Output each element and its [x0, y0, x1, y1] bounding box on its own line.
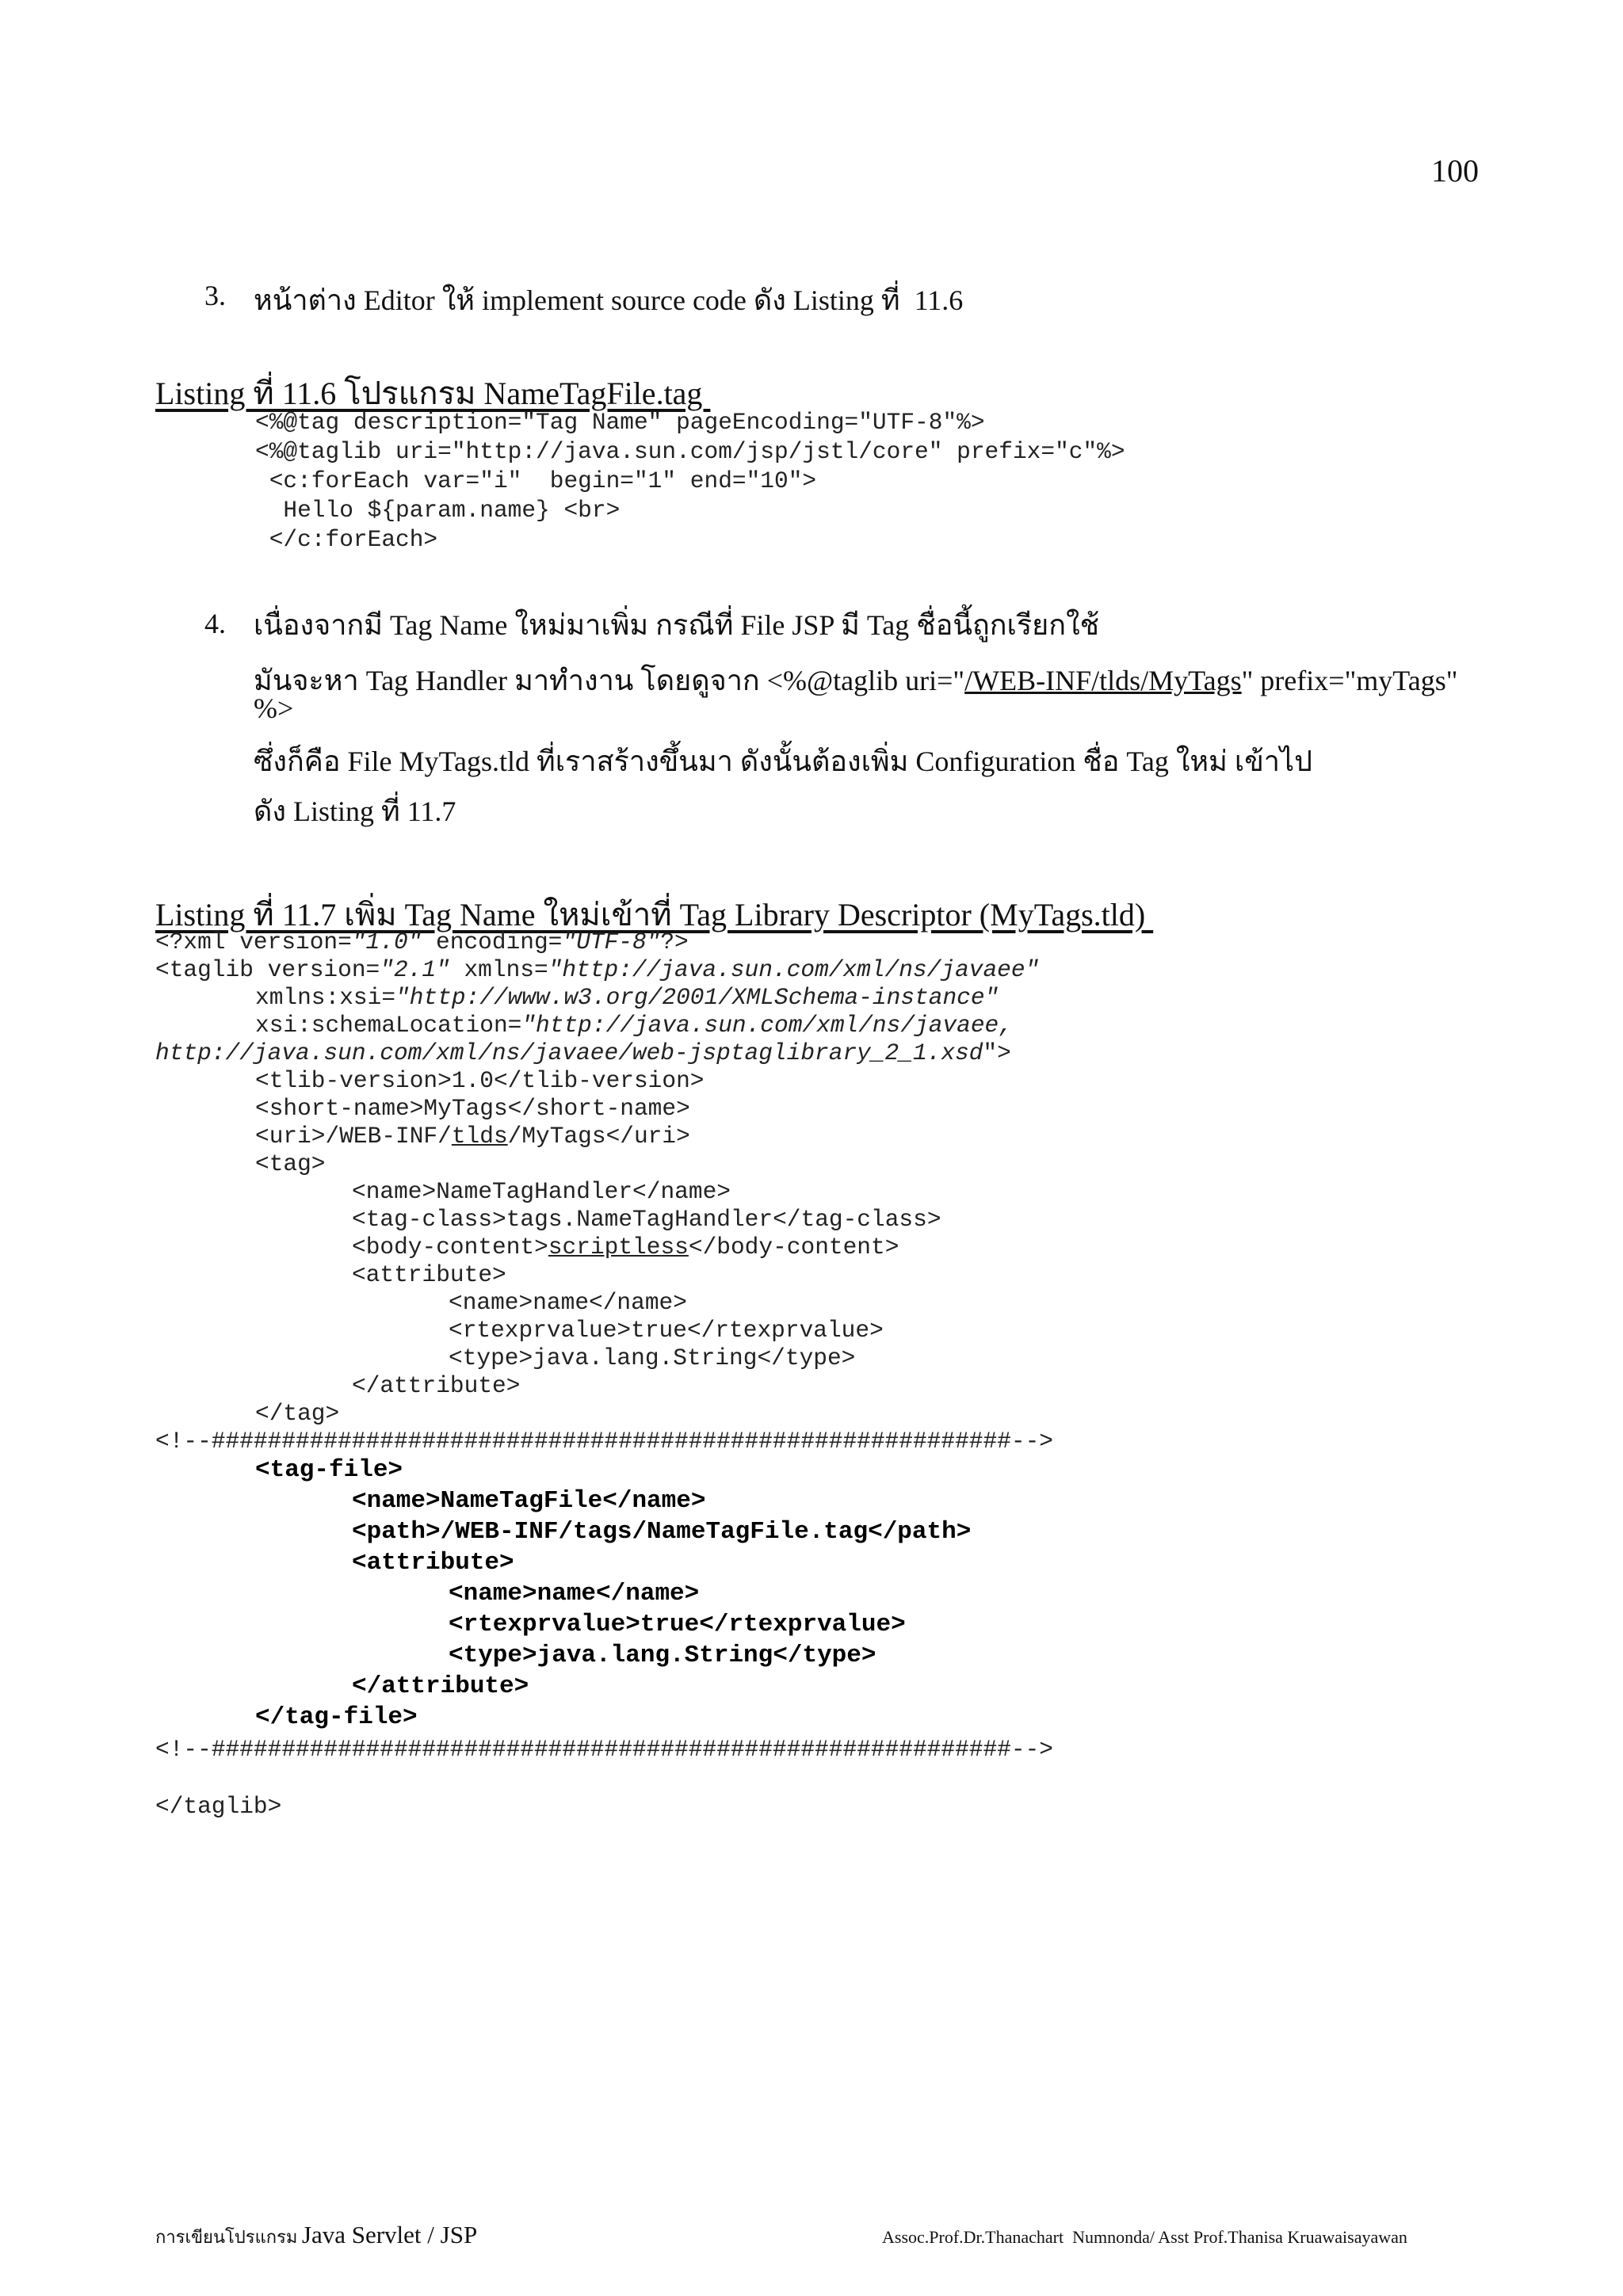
code-token: "http://java.sun.com/xml/ns/javaee,: [521, 1012, 1013, 1039]
step-3-text: หน้าต่าง Editor ให้ implement source code ดัง Listing ที่ 11.6: [254, 284, 964, 316]
code-line: <type>java.lang.String</type>: [449, 1344, 856, 1371]
code-line-bold: <tag-file>: [255, 1456, 403, 1484]
code-token: ?>: [660, 929, 689, 955]
code-line: [352, 1234, 899, 1261]
code-line: [155, 929, 689, 956]
code-line: <attribute>: [352, 1261, 506, 1288]
code-line: <rtexprvalue>true</rtexprvalue>: [449, 1317, 884, 1344]
code-token: <taglib version=: [155, 956, 380, 983]
step-4-number: 4.: [204, 608, 226, 639]
code-line: Hello ${param.name} <br>: [255, 497, 621, 524]
code-line-bold: <type>java.lang.String</type>: [449, 1642, 876, 1669]
code-line: [155, 956, 1039, 984]
code-line-bold: <rtexprvalue>true</rtexprvalue>: [449, 1611, 906, 1638]
footer-authors: Assoc.Prof.Dr.Thanachart Numnonda/ Asst Prof.Thanisa Kruawaisayawan: [882, 2227, 1407, 2247]
code-token: xmlns:xsi=: [255, 984, 396, 1011]
code-token: "1.0": [351, 929, 422, 955]
page-number: 100: [1431, 153, 1479, 189]
code-token: /MyTags</uri>: [507, 1123, 690, 1150]
step-4-line-4: ซึ่งก็คือ File MyTags.tld ที่เราสร้างขึ้นมา ดังนั้นต้องเพิ่ม Configuration ชื่อ Tag ใหม่ เข้าไป: [254, 746, 1312, 777]
code-token: "http://java.sun.com/xml/ns/javaee": [548, 956, 1040, 983]
code-line-bold: <path>/WEB-INF/tags/NameTagFile.tag</path>: [352, 1518, 972, 1546]
code-line: <short-name>MyTags</short-name>: [255, 1095, 690, 1122]
step-4-line-5: ดัง Listing ที่ 11.7: [254, 795, 456, 827]
code-token: <uri>/WEB-INF/: [255, 1123, 452, 1150]
code-line: </tag>: [255, 1400, 340, 1427]
code-line: </attribute>: [352, 1372, 521, 1399]
code-line-bold: <name>name</name>: [449, 1580, 700, 1608]
step-4-line-2: [254, 658, 1457, 703]
step-4-line-3: %>: [254, 692, 294, 724]
step-4-line-2-post: " prefix="myTags": [1241, 665, 1458, 696]
footer-left: [155, 2221, 477, 2251]
code-line: </c:forEach>: [255, 526, 438, 553]
code-token: "2.1": [380, 956, 450, 983]
code-line: <%@tag description="Tag Name" pageEncoding="UTF-8"%>: [255, 409, 985, 436]
code-line: <name>NameTagHandler</name>: [352, 1178, 731, 1205]
code-separator: <!--#########################################################-->: [155, 1428, 1053, 1455]
code-token: scriptless: [548, 1234, 689, 1261]
code-line: [255, 1123, 690, 1150]
code-line-bold: </tag-file>: [255, 1703, 418, 1731]
code-token: xsi:schemaLocation=: [255, 1012, 522, 1039]
code-line: [255, 1012, 1013, 1039]
code-token: <body-content>: [352, 1234, 548, 1261]
listing-11-6-title: Listing ที่ 11.6 โปรแกรม NameTagFile.tag: [155, 376, 711, 411]
code-token: http://java.sun.com/xml/ns/javaee/web-jsptaglibrary_2_1.xsd: [155, 1039, 983, 1066]
code-separator: <!--#########################################################-->: [155, 1736, 1053, 1763]
code-line: <tag>: [255, 1150, 326, 1177]
listing-11-7-title: Listing ที่ 11.7 เพิ่ม Tag Name ใหม่เข้าที่ Tag Library Descriptor (MyTags.tld): [155, 897, 1154, 933]
code-line: [155, 1039, 1011, 1067]
code-token: "UTF-8": [562, 929, 661, 955]
code-token: </body-content>: [688, 1234, 899, 1261]
step-4-line-1: เนื่องจากมี Tag Name ใหม่มาเพิ่ม กรณีที่ File JSP มี Tag ชื่อนี้ถูกเรียกใช้: [254, 609, 1100, 641]
code-line: <tlib-version>1.0</tlib-version>: [255, 1067, 705, 1094]
code-line: </taglib>: [155, 1793, 282, 1820]
code-token: ">: [983, 1039, 1011, 1066]
tld-uri-link: /WEB-INF/tlds/MyTags: [964, 665, 1242, 696]
code-line: <c:forEach var="i" begin="1" end="10">: [255, 467, 817, 494]
code-line: <tag-class>tags.NameTagHandler</tag-class>: [352, 1206, 941, 1233]
code-line-bold: <name>NameTagFile</name>: [352, 1487, 706, 1515]
code-token: xmlns=: [449, 956, 548, 983]
code-line: [255, 984, 999, 1012]
footer-left-thai: การเขียนโปรแกรม: [155, 2227, 302, 2247]
code-line: <name>name</name>: [449, 1289, 687, 1316]
code-line: <%@taglib uri="http://java.sun.com/jsp/jstl/core" prefix="c"%>: [255, 438, 1125, 465]
step-4-line-2-pre: มันจะหา Tag Handler มาทำงาน โดยดูจาก <%@taglib uri=": [254, 665, 965, 696]
code-line-bold: <attribute>: [352, 1549, 514, 1577]
code-token: encoding=: [422, 929, 563, 955]
code-token: "http://www.w3.org/2001/XMLSchema-instance": [395, 984, 999, 1011]
code-line-bold: </attribute>: [352, 1672, 529, 1700]
step-3-number: 3.: [204, 280, 226, 311]
code-token: tlds: [451, 1123, 508, 1150]
code-token: <?xml version=: [155, 929, 352, 955]
footer-left-course: Java Servlet / JSP: [301, 2221, 478, 2248]
